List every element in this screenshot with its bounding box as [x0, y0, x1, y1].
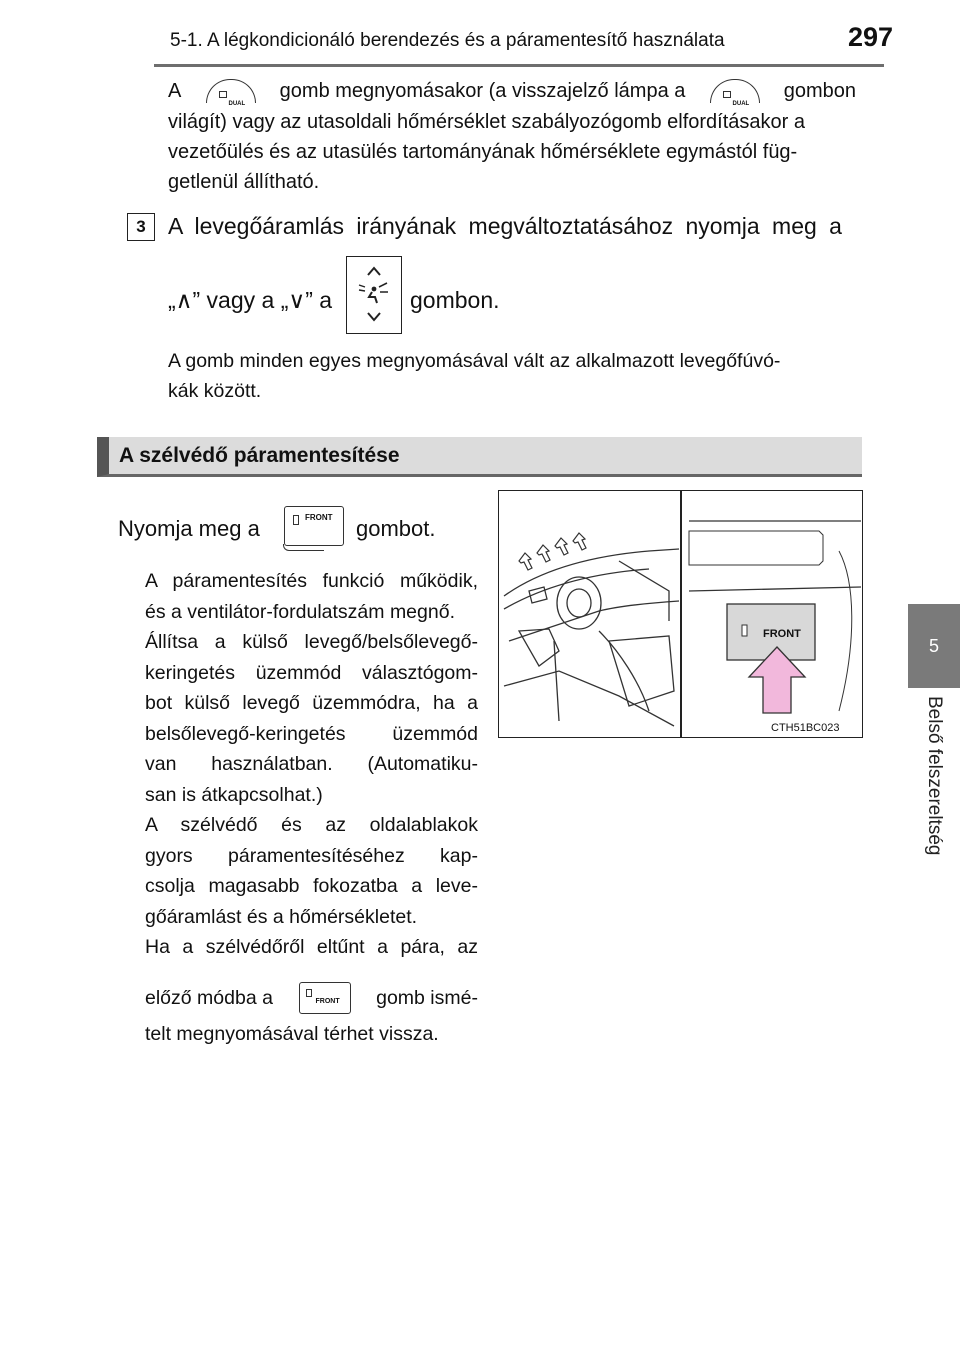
front-button-label: FRONT	[305, 513, 333, 522]
front-note-line: és a ventilátor-fordulatszám megnő.	[145, 600, 455, 623]
front-note-line: Állítsa a külső levegő/belsőlevegő-	[145, 631, 478, 653]
front-note-line: A szélvédő és az oldalablakok	[145, 814, 478, 836]
header-rule	[154, 64, 884, 67]
front-last-text-a: előző módba a	[145, 987, 273, 1009]
step3-text: A levegőáramlás irányának megváltoztatásához nyomja meg a	[168, 213, 842, 239]
front-last-line-c: telt megnyomásával térhet vissza.	[145, 1023, 439, 1045]
step3-note-1: A gomb minden egyes megnyomásával vált az alkalmazott levegőfúvó-	[168, 350, 781, 372]
step3-line-2a: „∧” vagy a „∨” a	[168, 287, 333, 313]
step3-line-1	[168, 211, 858, 241]
front-button-label-2: FRONT	[315, 998, 340, 1005]
vent-mode-icon	[347, 257, 401, 333]
vent-mode-button-icon	[346, 256, 402, 334]
dual-line-3: vezetőülés és az utasülés tartományának hőmérséklete egymástól füg-	[168, 141, 798, 163]
front-instruction-b: gombot.	[356, 516, 436, 541]
dual-button-label-2: DUAL	[732, 101, 750, 107]
front-note-line: csolja magasabb fokozatba a leve-	[145, 875, 478, 897]
dual-button-icon-2	[710, 79, 760, 107]
step3-line-2b: gombon.	[410, 287, 500, 313]
indicator-icon-2	[306, 989, 312, 997]
front-note-line: gyors páramentesítéséhez kap-	[145, 844, 478, 867]
dual-button-label: DUAL	[228, 101, 246, 107]
front-note-line: belsőlevegő-keringetés üzemmód	[145, 722, 478, 745]
dual-button-icon	[206, 79, 256, 107]
front-note-line: A páramentesítés funkció működik,	[145, 570, 478, 592]
front-defrost-button-icon	[284, 506, 344, 546]
front-note-line: san is átkapcsolhat.)	[145, 783, 323, 806]
front-note-line: Ha a szélvédőről eltűnt a pára, az	[145, 936, 478, 958]
chapter-tab-number: 5	[908, 604, 960, 688]
running-header: 5-1. A légkondicionáló berendezés és a páramentesítő használata	[170, 30, 725, 51]
button-outline-tail	[283, 544, 324, 551]
section-heading	[97, 437, 862, 477]
illus-front-label: FRONT	[763, 628, 801, 640]
front-note-line: van használatban. (Automatiku-	[145, 753, 478, 775]
front-last-text-b: gomb ismé-	[376, 987, 478, 1009]
front-note-line: keringetés üzemmód választógom-	[145, 661, 478, 684]
step-number-box: 3	[127, 213, 155, 241]
chapter-tab-label: Belső felszereltség	[924, 696, 945, 856]
indicator-icon	[293, 515, 299, 525]
dual-text-b: gomb megnyomásakor (a visszajelző lámpa a	[279, 80, 686, 102]
dual-line-1	[168, 76, 856, 106]
front-note-line: bot külső levegő üzemmódra, ha a	[145, 692, 478, 714]
front-defrost-button-icon-2	[299, 982, 351, 1014]
front-instruction-a: Nyomja meg a	[118, 516, 260, 541]
section-title: A szélvédő páramentesítése	[119, 444, 400, 467]
figure-code: CTH51BC023	[771, 722, 840, 734]
step3-note-2: kák között.	[168, 380, 262, 402]
dual-line-4: getlenül állítható.	[168, 171, 320, 193]
front-note-line: gőáramlást és a hőmérsékletet.	[145, 905, 418, 928]
front-last-line-a	[145, 982, 478, 1014]
dual-line-2: világít) vagy az utasoldali hőmérséklet szabályozógomb elfordításakor a	[168, 111, 805, 133]
dual-text-a: A	[168, 80, 182, 102]
dashboard-drawing	[499, 491, 861, 737]
dual-text-c: gombon	[783, 80, 856, 102]
page-number: 297	[848, 22, 894, 52]
chapter-tab-label-box	[908, 696, 960, 876]
dashboard-illustration	[498, 490, 863, 738]
